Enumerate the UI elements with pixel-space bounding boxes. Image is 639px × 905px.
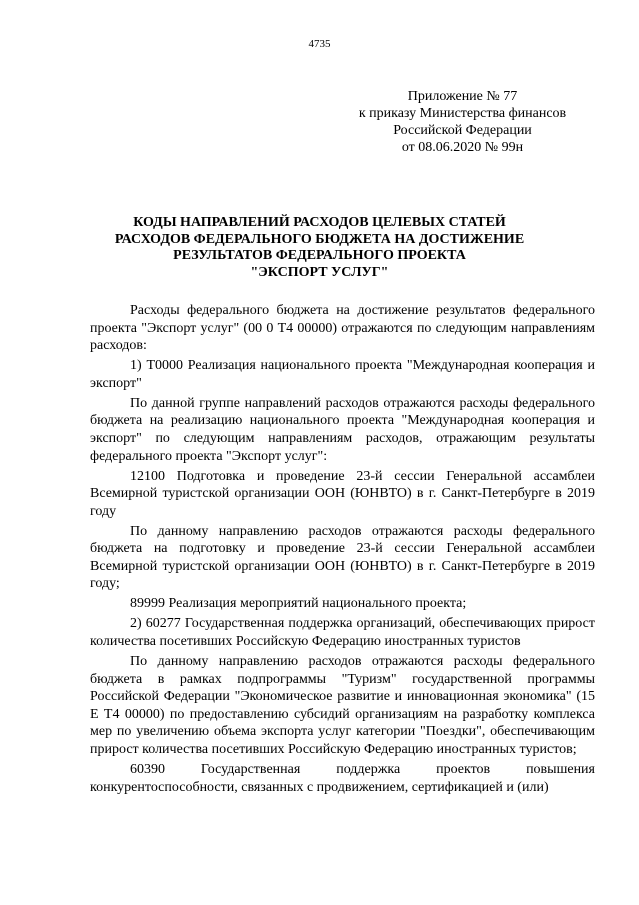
appendix-line: Российской Федерации	[393, 123, 532, 138]
body-paragraph: По данному направлению расходов отражаются расходы федерального бюджета на подготовку и проведение 23-й сессии Генеральной ассамблеи Всемирной туристской организации ООН (ЮНВТО) в г. Санкт-Петербурге в 2019 году;	[90, 523, 595, 592]
document-body	[90, 302, 595, 799]
body-paragraph: По данной группе направлений расходов отражаются расходы федерального бюджета на реализацию национального проекта "Международная кооперация и экспорт" по следующим направлениям расходов, отражающим результаты федерального проекта "Экспорт услуг":	[90, 395, 595, 464]
body-paragraph: 1) Т0000 Реализация национального проекта "Международная кооперация и экспорт"	[90, 358, 595, 391]
body-paragraph: 60390 Государственная поддержка проектов повышения конкурентоспособности, связанных с продвижением, сертификацией и (или)	[90, 761, 595, 795]
document-title	[0, 215, 639, 281]
title-line: РАСХОДОВ ФЕДЕРАЛЬНОГО БЮДЖЕТА НА ДОСТИЖЕНИЕ	[114, 231, 525, 247]
body-paragraph: Расходы федерального бюджета на достижение результатов федерального проекта "Экспорт услуг" (00 0 Т4 00000) отражаются по следующим направлениям расходов:	[90, 303, 595, 354]
title-line: "ЭКСПОРТ УСЛУГ"	[250, 264, 389, 280]
body-paragraph: 12100 Подготовка и проведение 23-й сессии Генеральной ассамблеи Всемирной туристской организации ООН (ЮНВТО) в г. Санкт-Петербурге в 2019 году	[90, 468, 595, 519]
title-line: РЕЗУЛЬТАТОВ ФЕДЕРАЛЬНОГО ПРОЕКТА	[173, 248, 466, 263]
body-paragraph: По данному направлению расходов отражаются расходы федерального бюджета в рамках подпрограммы "Туризм" государственной программы Российской Федерации "Экономическое развитие и инновационная экономика" (15 Е Т4 00000) по предоставлению субсидий организациям на разработку комплекса мер по увеличению объема экспорта услуг категории "Поездки", обеспечивающим прирост количества посетивших Российскую Федерацию иностранных туристов;	[90, 654, 595, 757]
appendix-block	[340, 88, 585, 156]
appendix-line: к приказу Министерства финансов	[358, 106, 567, 121]
body-paragraph: 89999 Реализация мероприятий национального проекта;	[130, 596, 467, 612]
appendix-line: Приложение № 77	[407, 89, 518, 104]
page-number: 4735	[308, 38, 331, 50]
body-paragraph: 2) 60277 Государственная поддержка организаций, обеспечивающих прирост количества посетивших Российскую Федерацию иностранных туристов	[90, 616, 595, 650]
title-line: КОДЫ НАПРАВЛЕНИЙ РАСХОДОВ ЦЕЛЕВЫХ СТАТЕЙ	[133, 215, 506, 230]
appendix-line: от 08.06.2020 № 99н	[401, 140, 524, 155]
